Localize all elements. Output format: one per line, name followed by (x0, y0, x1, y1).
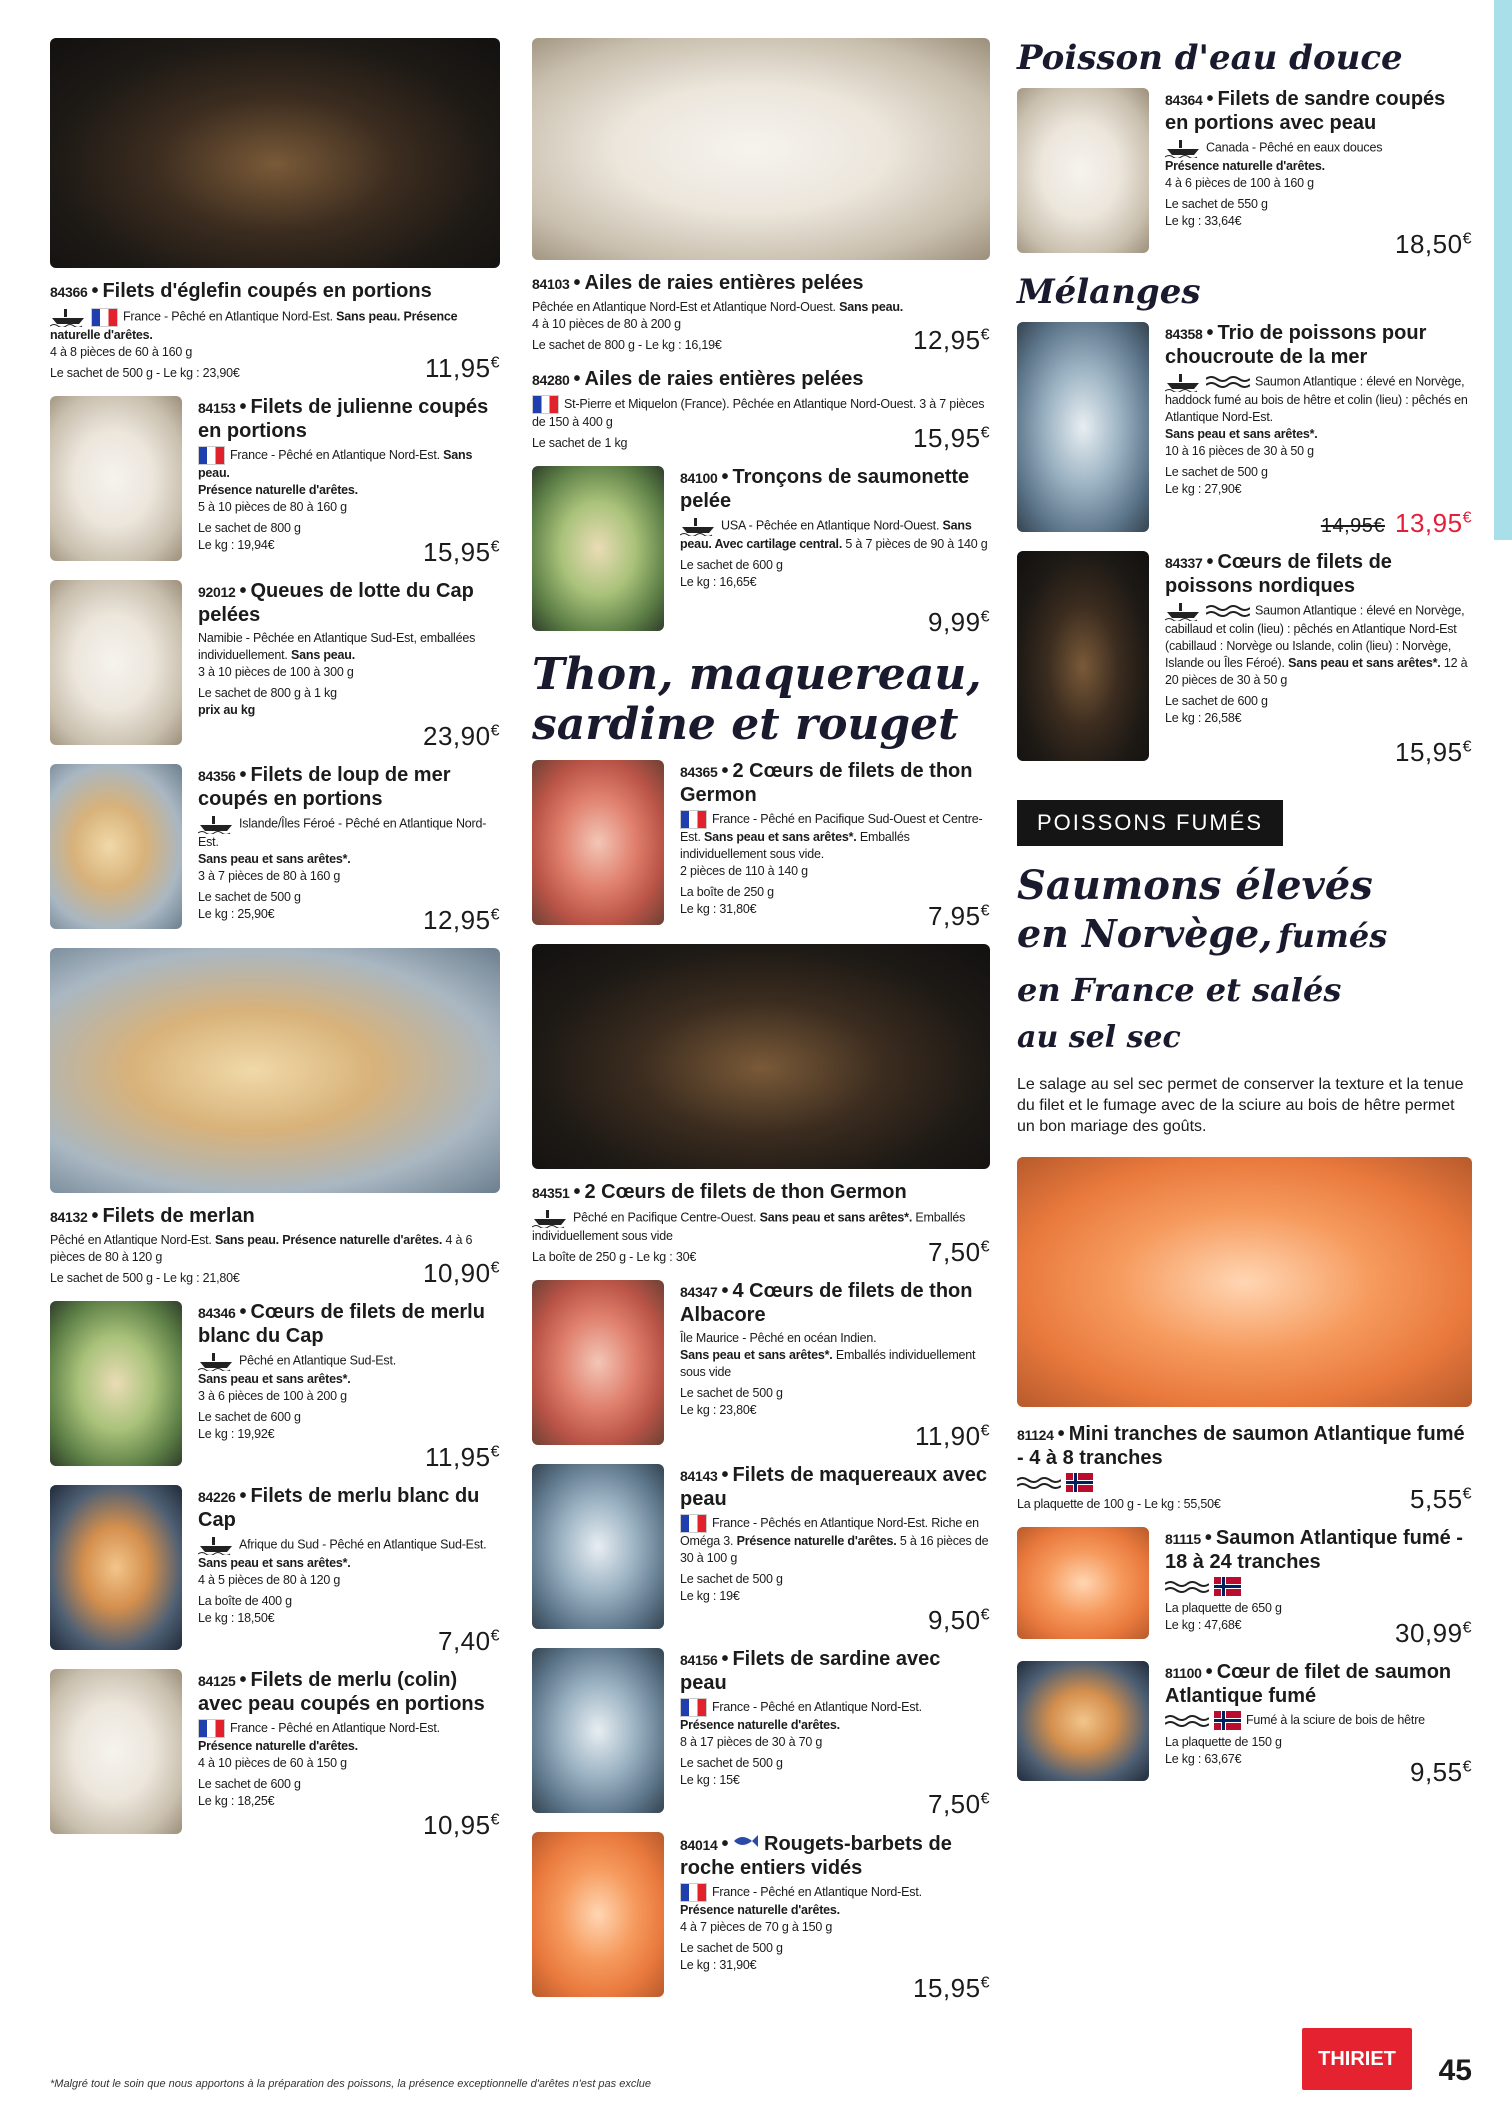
product-photo-thon-germon (532, 760, 664, 925)
product-84337[interactable] (1017, 551, 1472, 766)
product-description: France - Pêché en Atlantique Nord-Est. Sans peau. Présence naturelle d'arêtes. 4 à 8 pièces de 60 à 160 g (50, 307, 500, 361)
product-title: 84356 • Filets de loup de mer coupés en portions (198, 764, 451, 810)
product-photo-albacore (532, 1280, 664, 1445)
product-price: 15,95€ (1395, 737, 1472, 767)
product-photo-saumon-tranches (1017, 1527, 1149, 1639)
product-84351[interactable] (532, 1181, 990, 1266)
product-photo-saumon-mini (1017, 1157, 1472, 1407)
product-description: Île Maurice - Pêché en océan Indien. Sans peau et sans arêtes*. Emballés individuellement sous vide (680, 1331, 976, 1379)
footer-disclaimer: *Malgré tout le soin que nous apportons à la préparation des poissons, la présence exceptionnelle d'arêtes n'est pas exclue (50, 2078, 652, 2090)
product-title: 84143 • Filets de maquereaux avec peau (680, 1464, 988, 1510)
product-84364[interactable] (1017, 88, 1472, 258)
product-price: 15,95€ (423, 537, 500, 567)
column-left (50, 38, 500, 1853)
product-photo-lotte (50, 580, 182, 745)
flag-norway-icon (1066, 1473, 1093, 1492)
product-price: 30,99€ (1395, 1618, 1472, 1648)
product-84365[interactable] (532, 760, 990, 930)
product-photo-eglefin (50, 38, 500, 268)
product-pack: Le sachet de 500 g Le kg : 15€ (680, 1756, 783, 1787)
product-81124[interactable] (1017, 1423, 1472, 1513)
product-description (1165, 1577, 1472, 1596)
flag-france-icon (198, 1719, 225, 1738)
section-title-melanges: Mélanges (1017, 272, 1201, 312)
salmon-intro: Le salage au sel sec permet de conserver la texture et la tenue du filet et le fumage avec de la sciure au bois de hêtre permet un bon mariage des goûts. (1017, 1076, 1464, 1135)
label-rouge-fish-icon (732, 1832, 758, 1850)
product-84366[interactable] (50, 280, 500, 382)
product-photo-colin (50, 1669, 182, 1834)
product-pack: La boîte de 250 g - Le kg : 30€ (532, 1250, 697, 1264)
product-photo-julienne (50, 396, 182, 561)
product-photo-saumonette (532, 466, 664, 631)
product-pack: La boîte de 250 g Le kg : 31,80€ (680, 885, 774, 916)
product-title: 84280 • Ailes de raies entières pelées (532, 368, 864, 390)
farmed-fish-waves-icon (1165, 1579, 1209, 1595)
product-description: Saumon Atlantique : élevé en Norvège, haddock fumé au bois de hêtre et colin (lieu) : pêchés en Atlantique Nord-Est. Sans peau et sans arêtes*. 10 à 16 pièces de 30 à 50 g (1165, 372, 1472, 460)
flag-france-icon (198, 446, 225, 465)
section-title-eau-douce: Poisson d'eau douce (1017, 38, 1403, 78)
product-title: 81124 • Mini tranches de saumon Atlantique fumé - 4 à 8 tranches (1017, 1423, 1465, 1469)
product-description: Fumé à la sciure de bois de hêtre (1165, 1711, 1472, 1730)
product-description: Islande/Îles Féroé - Pêché en Atlantique Nord-Est. Sans peau et sans arêtes*. 3 à 7 pièces de 80 à 160 g (198, 814, 500, 885)
section-badge-fumes: POISSONS FUMÉS (1017, 800, 1283, 846)
section-title-thon: Thon, maquereau, sardine et rouget (532, 649, 982, 750)
product-84103[interactable] (532, 272, 990, 354)
product-description: Saumon Atlantique : élevé en Norvège, cabillaud et colin (lieu) : pêchés en Atlantique Nord-Est (cabillaud : Norvège ou Islande, colin (lieu) : Norvège, Islande ou Îles Féroé). Sans peau et sans arêtes*. 12 à 20 pièces de 30 à 50 g (1165, 601, 1472, 689)
product-84132[interactable] (50, 1205, 500, 1287)
column-middle (532, 38, 990, 2016)
product-title: 84226 • Filets de merlu blanc du Cap (198, 1485, 480, 1531)
product-pack: La plaquette de 150 g Le kg : 63,67€ (1165, 1735, 1282, 1766)
column-right (1017, 38, 1472, 1800)
fishing-boat-icon (198, 1535, 234, 1555)
product-title: 84365 • 2 Cœurs de filets de thon Germon (680, 760, 973, 806)
product-description: Pêchée en Atlantique Nord-Est et Atlantique Nord-Ouest. Sans peau. 4 à 10 pièces de 80 à 200 g (532, 300, 904, 331)
right-edge-strip (1494, 0, 1512, 540)
product-photo-trio (1017, 322, 1149, 532)
product-title: 84358 • Trio de poissons pour choucroute de la mer (1165, 322, 1427, 368)
fishing-boat-icon (50, 307, 86, 327)
product-pack: Le sachet de 600 g Le kg : 16,65€ (680, 558, 783, 589)
product-title: 84156 • Filets de sardine avec peau (680, 1648, 941, 1694)
product-pack: Le sachet de 550 g Le kg : 33,64€ (1165, 197, 1268, 228)
product-photo-sardine (532, 1648, 664, 1813)
product-pack: Le sachet de 500 g - Le kg : 23,90€ (50, 366, 240, 380)
page-number: 45 (1438, 2054, 1472, 2087)
fishing-boat-icon (680, 516, 716, 536)
product-photo-coeur-saumon (1017, 1661, 1149, 1781)
product-photo-merlan (50, 948, 500, 1193)
product-pack: Le sachet de 1 kg (532, 436, 628, 450)
product-price: 7,95€ (927, 901, 990, 931)
product-description: USA - Pêchée en Atlantique Nord-Ouest. Sans peau. Avec cartilage central. 5 à 7 pièces de 90 à 140 g (680, 516, 990, 553)
product-pack: Le sachet de 500 g Le kg : 19€ (680, 1572, 783, 1603)
product-price: 15,95€ (913, 423, 990, 453)
product-photo-maquereaux (532, 1464, 664, 1629)
fishing-boat-icon (198, 814, 234, 834)
product-title: 84014 • Rougets-barbets de roche entiers vidés (680, 1833, 952, 1879)
product-84347[interactable] (532, 1280, 990, 1450)
product-title: 84132 • Filets de merlan (50, 1205, 255, 1227)
flag-france-icon (532, 395, 559, 414)
product-84358[interactable] (1017, 322, 1472, 537)
product-81100[interactable] (1017, 1661, 1472, 1786)
product-price: 9,99€ (927, 607, 990, 637)
product-pack: Le sachet de 500 g Le kg : 31,90€ (680, 1941, 783, 1972)
product-description: France - Pêché en Atlantique Nord-Est. Sans peau. Présence naturelle d'arêtes. 5 à 10 pièces de 80 à 160 g (198, 447, 473, 514)
product-pack: Le sachet de 500 g Le kg : 23,80€ (680, 1386, 783, 1417)
product-pack: Le sachet de 800 g - Le kg : 16,19€ (532, 338, 722, 352)
product-price: 7,50€ (927, 1789, 990, 1819)
product-photo-sandre (1017, 88, 1149, 253)
product-pack: La plaquette de 100 g - Le kg : 55,50€ (1017, 1497, 1221, 1511)
product-92012[interactable] (50, 580, 500, 750)
product-title: 84153 • Filets de julienne coupés en portions (198, 396, 489, 442)
product-84143[interactable] (532, 1464, 990, 1634)
product-pack: Le sachet de 800 g à 1 kg prix au kg (198, 686, 337, 717)
product-description: France - Pêché en Atlantique Nord-Est. Présence naturelle d'arêtes. 4 à 10 pièces de 60 à 150 g (198, 1720, 440, 1770)
product-84226[interactable] (50, 1485, 500, 1655)
flag-france-icon (680, 1698, 707, 1717)
product-pack: Le sachet de 600 g Le kg : 19,92€ (198, 1410, 301, 1441)
product-84014[interactable] (532, 1832, 990, 2002)
product-price: 15,95€ (913, 1973, 990, 2003)
product-price: 7,50€ (927, 1237, 990, 1267)
product-pack: Le sachet de 500 g Le kg : 27,90€ (1165, 465, 1268, 496)
product-price: 10,95€ (423, 1810, 500, 1840)
product-pack: La plaquette de 650 g Le kg : 47,68€ (1165, 1601, 1282, 1632)
product-price: 11,90€ (914, 1421, 990, 1451)
brand-logo: THIRIET (1302, 2028, 1412, 2090)
flag-norway-icon (1214, 1711, 1241, 1730)
farmed-fish-waves-icon (1017, 1475, 1061, 1491)
product-description: Pêché en Pacifique Centre-Ouest. Sans peau et sans arêtes*. Emballés individuellement sous vide (532, 1208, 990, 1245)
product-title: 84364 • Filets de sandre coupés en portions avec peau (1165, 88, 1446, 134)
fishing-boat-icon (1165, 138, 1201, 158)
product-title: 84346 • Cœurs de filets de merlu blanc du Cap (198, 1301, 485, 1347)
product-price (1321, 508, 1472, 539)
product-description: Canada - Pêché en eaux douces Présence naturelle d'arêtes. 4 à 6 pièces de 100 à 160 g (1165, 138, 1472, 192)
product-description: Afrique du Sud - Pêché en Atlantique Sud-Est. Sans peau et sans arêtes*. 4 à 5 pièces de 80 à 120 g (198, 1535, 500, 1589)
product-title: 81100 • Cœur de filet de saumon Atlantique fumé (1165, 1661, 1452, 1707)
fishing-boat-icon (198, 1351, 234, 1371)
product-price: 11,95€ (424, 353, 500, 383)
flag-norway-icon (1214, 1577, 1241, 1596)
salmon-heading: Saumons élevés en Norvège, fumés en France et salés au sel sec (1017, 862, 1388, 1055)
product-price: 9,55€ (1409, 1757, 1472, 1787)
product-description: France - Pêché en Atlantique Nord-Est. Présence naturelle d'arêtes. 8 à 17 pièces de 30 à 70 g (680, 1699, 922, 1749)
product-price: 12,95€ (423, 905, 500, 935)
product-photo-merlu-coeur (50, 1301, 182, 1466)
product-description: France - Pêché en Atlantique Nord-Est. Présence naturelle d'arêtes. 4 à 7 pièces de 70 g à 150 g (680, 1884, 922, 1934)
fishing-boat-icon (1165, 372, 1201, 392)
fishing-boat-icon (1165, 601, 1201, 621)
flag-france-icon (680, 810, 707, 829)
product-price: 7,40€ (437, 1626, 500, 1656)
product-pack: Le sachet de 600 g Le kg : 26,58€ (1165, 694, 1268, 725)
product-description (1017, 1473, 1472, 1492)
product-pack: La boîte de 400 g Le kg : 18,50€ (198, 1594, 292, 1625)
product-description: St-Pierre et Miquelon (France). Pêchée en Atlantique Nord-Ouest. 3 à 7 pièces de 150 à 400 g (532, 396, 985, 429)
product-title: 92012 • Queues de lotte du Cap pelées (198, 580, 474, 626)
product-title: 84366 • Filets d'églefin coupés en portions (50, 280, 432, 302)
product-description: France - Pêché en Pacifique Sud-Ouest et Centre-Est. Sans peau et sans arêtes*. Emballés individuellement sous vide. 2 pièces de 110 à 140 g (680, 811, 983, 878)
fishing-boat-icon (532, 1208, 568, 1228)
product-title: 84351 • 2 Cœurs de filets de thon Germon (532, 1181, 907, 1203)
product-84100[interactable] (532, 466, 990, 636)
product-84280[interactable] (532, 368, 990, 452)
product-description: France - Pêchés en Atlantique Nord-Est. Riche en Oméga 3. Présence naturelle d'arêtes. 5 à 16 pièces de 30 à 100 g (680, 1515, 989, 1565)
product-pack: Le sachet de 600 g Le kg : 18,25€ (198, 1777, 301, 1808)
product-81115[interactable] (1017, 1527, 1472, 1647)
product-price: 12,95€ (913, 325, 990, 355)
product-title: 84125 • Filets de merlu (colin) avec peau coupés en portions (198, 1669, 485, 1715)
product-photo-merlu-filet (50, 1485, 182, 1650)
product-pack: Le sachet de 500 g - Le kg : 21,80€ (50, 1271, 240, 1285)
old-price: 14,95€ (1320, 515, 1386, 537)
product-price: 10,90€ (423, 1258, 500, 1288)
product-photo-raie (532, 38, 990, 260)
product-title: 84100 • Tronçons de saumonette pelée (680, 466, 970, 512)
product-description: Pêché en Atlantique Sud-Est. Sans peau et sans arêtes*. 3 à 6 pièces de 100 à 200 g (198, 1351, 500, 1405)
flag-france-icon (680, 1514, 707, 1533)
product-photo-rougets (532, 1832, 664, 1997)
product-84153[interactable] (50, 396, 500, 566)
product-photo-loup (50, 764, 182, 929)
product-84346[interactable] (50, 1301, 500, 1471)
flag-france-icon (680, 1883, 707, 1902)
product-title: 84347 • 4 Cœurs de filets de thon Albacore (680, 1280, 973, 1326)
product-title: 81115 • Saumon Atlantique fumé - 18 à 24 tranches (1165, 1527, 1463, 1573)
product-84156[interactable] (532, 1648, 990, 1818)
product-price: 11,95€ (424, 1442, 500, 1472)
product-photo-thon-grille (532, 944, 990, 1169)
product-pack: Le sachet de 500 g Le kg : 25,90€ (198, 890, 301, 921)
flag-france-icon (91, 308, 118, 327)
product-price: 18,50€ (1395, 229, 1472, 259)
product-photo-nordiques (1017, 551, 1149, 761)
product-84356[interactable] (50, 764, 500, 934)
product-pack: Le sachet de 800 g Le kg : 19,94€ (198, 521, 301, 552)
farmed-fish-waves-icon (1165, 1713, 1209, 1729)
product-price: 5,55€ (1409, 1484, 1472, 1514)
farmed-fish-waves-icon (1206, 603, 1250, 619)
product-description: Namibie - Pêchée en Atlantique Sud-Est, emballées individuellement. Sans peau. 3 à 10 pièces de 100 à 300 g (198, 631, 476, 679)
product-price: 23,90€ (423, 721, 500, 751)
product-84125[interactable] (50, 1669, 500, 1839)
product-description: Pêché en Atlantique Nord-Est. Sans peau. Présence naturelle d'arêtes. 4 à 6 pièces de 80 à 120 g (50, 1233, 473, 1264)
promo-price: 13,95€ (1395, 508, 1472, 538)
farmed-fish-waves-icon (1206, 374, 1250, 390)
product-title: 84337 • Cœurs de filets de poissons nordiques (1165, 551, 1392, 597)
product-title: 84103 • Ailes de raies entières pelées (532, 272, 864, 294)
product-price: 9,50€ (927, 1605, 990, 1635)
